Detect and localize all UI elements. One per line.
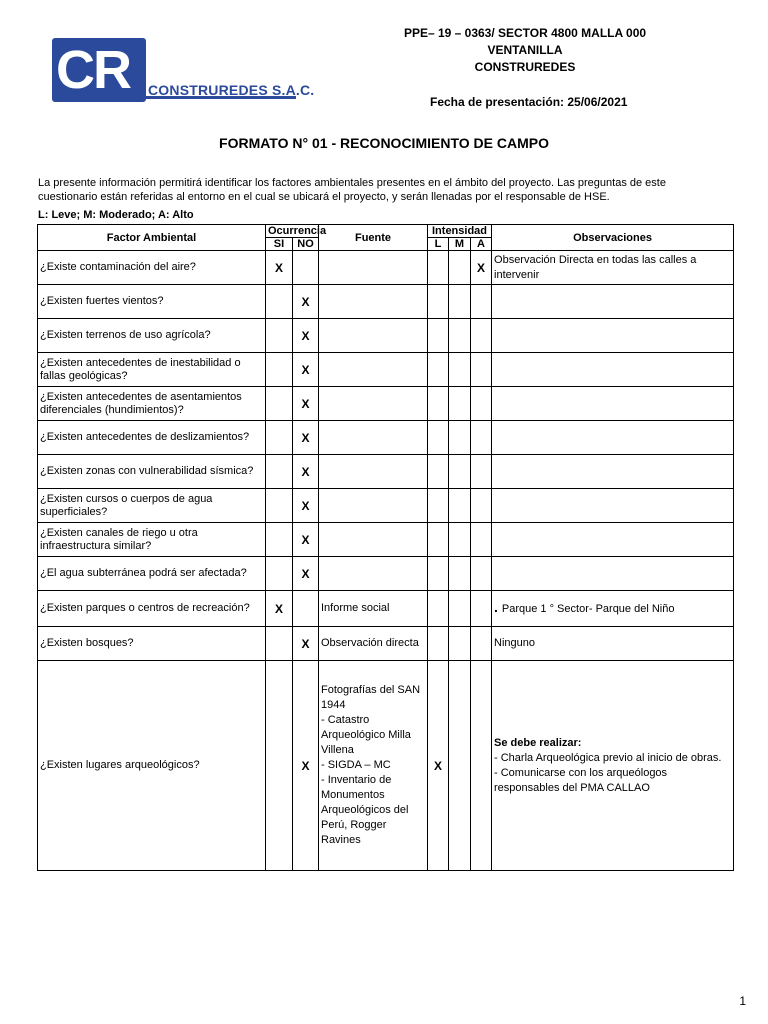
table-row [38,627,734,661]
table-row [38,489,734,523]
logo-company-name: CONSTRUREDES S.A.C. [148,82,315,98]
row-question: ¿Existen canales de riego u otra infraestructura similar? [38,523,266,557]
field-recognition-table [37,224,734,871]
row-l [428,251,449,285]
page-number: 1 [739,994,746,1008]
row-m [449,489,471,523]
row-si [266,489,293,523]
row-observaciones [492,387,734,421]
row-fuente [319,557,428,591]
row-m [449,627,471,661]
header-l: L [428,238,449,251]
row-si [266,455,293,489]
row-question: ¿Existen cursos o cuerpos de agua superficiales? [38,489,266,523]
row-l [428,353,449,387]
row-m [449,319,471,353]
row-m [449,591,471,627]
header-observaciones: Observaciones [492,225,734,251]
row-observaciones: Observación Directa en todas las calles a intervenir [492,251,734,285]
row-si [266,661,293,871]
row-si: X [266,251,293,285]
fuente-line: - SIGDA – MC [321,759,391,771]
row-question: ¿Existen terrenos de uso agrícola? [38,319,266,353]
header-m: M [449,238,471,251]
row-fuente [319,251,428,285]
row-observaciones [492,421,734,455]
presentation-date: Fecha de presentación: 25/06/2021 [430,95,628,109]
header-a: A [471,238,492,251]
row-no: X [293,387,319,421]
row-observaciones [492,489,734,523]
intensity-legend: L: Leve; M: Moderado; A: Alto [38,209,194,221]
row-si [266,557,293,591]
row-fuente [319,387,428,421]
document-title: FORMATO N° 01 - RECONOCIMIENTO DE CAMPO [219,135,549,151]
row-question: ¿Existen zonas con vulnerabilidad sísmica? [38,455,266,489]
row-observaciones [492,455,734,489]
row-m [449,455,471,489]
row-a [471,627,492,661]
row-fuente: Observación directa [319,627,428,661]
row-question: ¿Existen antecedentes de asentamientos diferenciales (hundimientos)? [38,387,266,421]
row-m [449,661,471,871]
table-row [38,285,734,319]
row-observaciones [492,557,734,591]
row-a [471,523,492,557]
row-fuente [319,523,428,557]
table-row-archaeological [38,661,734,871]
row-question: ¿Existen fuertes vientos? [38,285,266,319]
header-intensidad: Intensidad [428,225,492,238]
table-row [38,251,734,285]
fuente-line: - Catastro Arqueológico Milla Villena [321,714,411,756]
row-l [428,387,449,421]
row-question: ¿El agua subterránea podrá ser afectada? [38,557,266,591]
header-ocurrencia: Ocurrencia [266,225,319,238]
row-a [471,455,492,489]
row-no: X [293,557,319,591]
obs-line: - Charla Arqueológica previo al inicio de obras. [494,751,722,764]
row-l [428,591,449,627]
row-fuente [319,489,428,523]
row-l [428,421,449,455]
table-row [38,523,734,557]
row-l [428,319,449,353]
row-no: X [293,489,319,523]
row-fuente [319,455,428,489]
row-question: ¿Existe contaminación del aire? [38,251,266,285]
row-m [449,421,471,455]
obs-line: - Comunicarse con los arqueólogos responsables del PMA CALLAO [494,766,668,794]
row-si [266,421,293,455]
row-l [428,523,449,557]
row-m [449,285,471,319]
row-question: ¿Existen bosques? [38,627,266,661]
fuente-line: Fotografías del SAN 1944 [321,684,421,711]
row-observaciones [492,319,734,353]
row-question: ¿Existen lugares arqueológicos? [38,661,266,871]
row-fuente [319,285,428,319]
row-m [449,387,471,421]
row-fuente [319,319,428,353]
row-no: X [293,661,319,871]
logo-box [52,38,146,102]
row-observaciones [492,285,734,319]
row-observaciones [492,523,734,557]
row-question: ¿Existen antecedentes de deslizamientos? [38,421,266,455]
header-no: NO [293,238,319,251]
row-l [428,557,449,591]
obs-text: Parque 1 ° Sector- Parque del Niño [501,603,675,615]
row-question: ¿Existen antecedentes de inestabilidad o fallas geológicas? [38,353,266,387]
header-location: VENTANILLA [487,43,563,57]
row-l [428,455,449,489]
row-m [449,523,471,557]
row-a [471,353,492,387]
row-a: X [471,251,492,285]
header-fuente: Fuente [319,225,428,251]
row-l [428,285,449,319]
row-fuente [319,421,428,455]
row-no: X [293,319,319,353]
row-no: X [293,353,319,387]
row-a [471,319,492,353]
row-no: X [293,455,319,489]
row-observaciones [492,591,734,627]
row-fuente [319,661,428,871]
row-si [266,319,293,353]
row-no: X [293,421,319,455]
table-row [38,421,734,455]
row-m [449,557,471,591]
company-logo [52,38,315,108]
table-row [38,387,734,421]
row-fuente [319,353,428,387]
row-l [428,489,449,523]
intro-paragraph: La presente información permitirá identificar los factores ambientales presentes en el ámbito del proyecto. Las preguntas de este cuestionario están referidas al entorno en el cual se ubicará el proyecto, y serán llenadas por el responsable de HSE. [38,177,666,203]
row-a [471,557,492,591]
row-observaciones [492,353,734,387]
row-question: ¿Existen parques o centros de recreación? [38,591,266,627]
row-no [293,591,319,627]
row-m [449,251,471,285]
table-row [38,591,734,627]
logo-letters: CR [56,40,130,100]
row-si [266,523,293,557]
row-no: X [293,285,319,319]
row-l [428,627,449,661]
fuente-line: - Inventario de Monumentos Arqueológicos del Perú, Rogger Ravines [321,774,409,846]
header-company: CONSTRUREDES [474,60,576,74]
row-a [471,421,492,455]
row-no [293,251,319,285]
row-si [266,387,293,421]
row-no: X [293,627,319,661]
table-row [38,557,734,591]
table-row [38,319,734,353]
header-si: SI [266,238,293,251]
row-observaciones: Ninguno [492,627,734,661]
row-l: X [428,661,449,871]
row-si [266,627,293,661]
row-fuente: Informe social [319,591,428,627]
row-a [471,285,492,319]
row-si [266,285,293,319]
row-a [471,591,492,627]
row-si: X [266,591,293,627]
header-factor: Factor Ambiental [38,225,266,251]
row-no: X [293,523,319,557]
row-m [449,353,471,387]
table-row [38,353,734,387]
row-observaciones [492,661,734,871]
obs-bullet: . [494,599,498,615]
header-project-code: PPE– 19 – 0363/ SECTOR 4800 MALLA 000 [403,26,647,40]
row-a [471,489,492,523]
obs-title: Se debe realizar: [494,736,582,749]
row-a [471,387,492,421]
table-row [38,455,734,489]
row-a [471,661,492,871]
row-si [266,353,293,387]
